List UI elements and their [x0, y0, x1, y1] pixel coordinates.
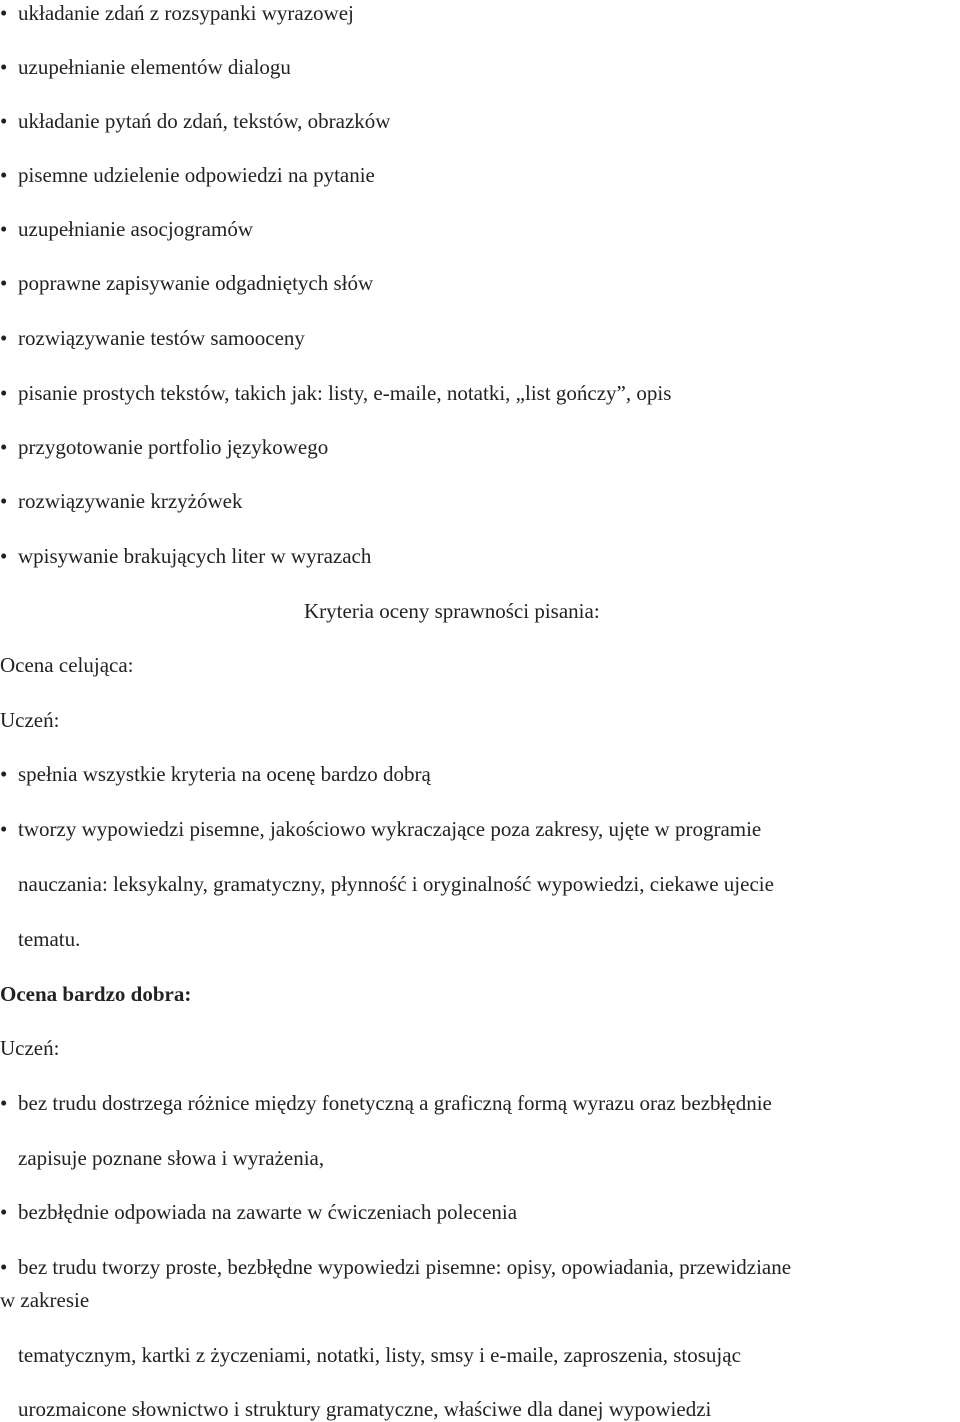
grade-title-celujaca: Ocena celująca: [0, 653, 134, 677]
student-label: Uczeń: [0, 1036, 60, 1060]
criteria-item-continuation: tematycznym, kartki z życzeniami, notatki, listy, smsy i e-maile, zaproszenia, stosując [18, 1343, 741, 1367]
list-item: • poprawne zapisywanie odgadniętych słów [0, 270, 373, 296]
criteria-item: • bez trudu dostrzega różnice między fonetyczną a graficzną formą wyrazu oraz bezbłędnie [0, 1090, 772, 1116]
list-item: • pisanie prostych tekstów, takich jak: listy, e-maile, notatki, „list gończy”, opis [0, 380, 671, 406]
section-heading: Kryteria oceny sprawności pisania: [304, 599, 600, 623]
list-item: • układanie zdań z rozsypanki wyrazowej [0, 0, 354, 26]
criteria-item-continuation: w zakresie [0, 1288, 90, 1312]
criteria-item-continuation: zapisuje poznane słowa i wyrażenia, [18, 1146, 325, 1170]
list-item: • rozwiązywanie krzyżówek [0, 488, 242, 514]
criteria-item-continuation: nauczania: leksykalny, gramatyczny, płynność i oryginalność wypowiedzi, ciekawe ujecie [18, 872, 774, 896]
list-item: • pisemne udzielenie odpowiedzi na pytanie [0, 162, 375, 188]
list-item: • rozwiązywanie testów samooceny [0, 325, 305, 351]
grade-title-bardzo-dobra: Ocena bardzo dobra: [0, 982, 192, 1006]
criteria-item-continuation: tematu. [18, 927, 81, 951]
list-item: • przygotowanie portfolio językowego [0, 434, 328, 460]
student-label: Uczeń: [0, 708, 60, 732]
list-item: • wpisywanie brakujących liter w wyrazach [0, 543, 371, 569]
criteria-item-continuation: urozmaicone słownictwo i struktury gramatyczne, właściwe dla danej wypowiedzi [18, 1397, 712, 1421]
list-item: • uzupełnianie elementów dialogu [0, 54, 291, 80]
list-item: • układanie pytań do zdań, tekstów, obrazków [0, 108, 390, 134]
criteria-item: • bez trudu tworzy proste, bezbłędne wypowiedzi pisemne: opisy, opowiadania, przewidziane [0, 1254, 791, 1280]
criteria-item: • tworzy wypowiedzi pisemne, jakościowo wykraczające poza zakresy, ujęte w programie [0, 816, 761, 842]
criteria-item: • bezbłędnie odpowiada na zawarte w ćwiczeniach polecenia [0, 1199, 517, 1225]
list-item: • uzupełnianie asocjogramów [0, 216, 253, 242]
criteria-item: • spełnia wszystkie kryteria na ocenę bardzo dobrą [0, 761, 431, 787]
